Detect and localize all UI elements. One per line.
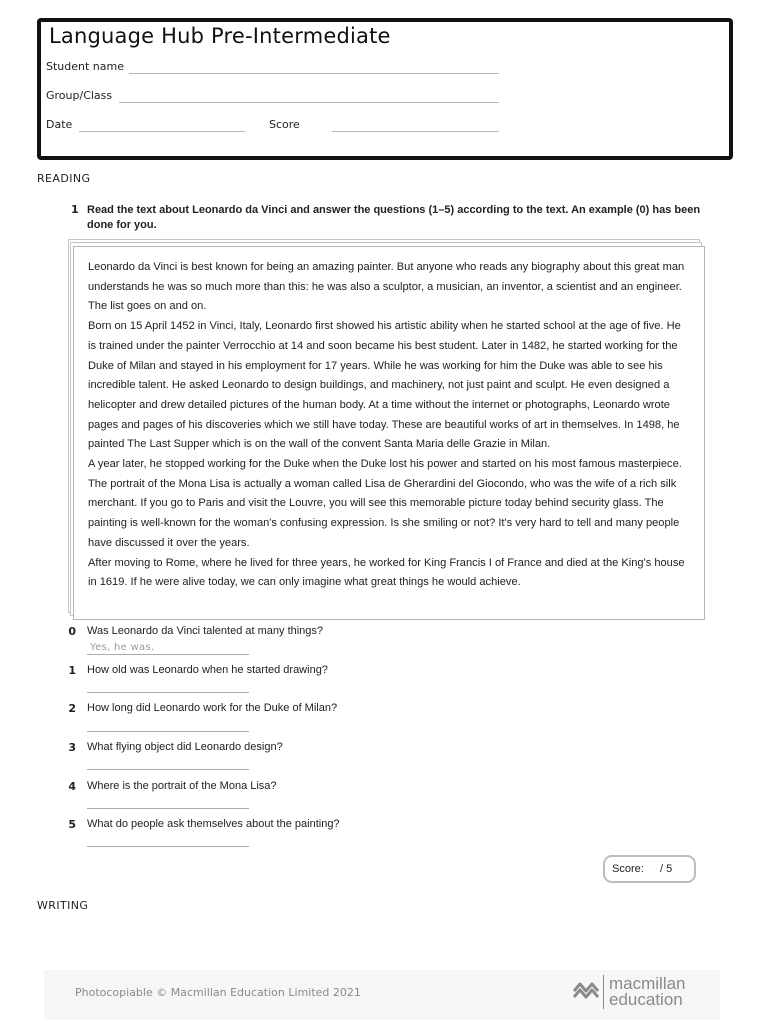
- logo-wordmark-macmillan: macmillan: [609, 974, 686, 993]
- instruction-text: Read the text about Leonardo da Vinci and answer the questions (1–5) according to the text. An example (0) has been done for you.: [87, 204, 701, 231]
- question-number: 0: [68, 625, 76, 638]
- question-number: 1: [68, 664, 76, 677]
- date-label: Date: [46, 118, 73, 131]
- score-field[interactable]: [332, 131, 499, 132]
- answer-line[interactable]: [87, 846, 249, 847]
- macmillan-logo-icon: [573, 977, 599, 999]
- logo-wordmark-education: education: [609, 990, 683, 1009]
- reading-score-label: Score:: [612, 863, 644, 875]
- answer-line[interactable]: [87, 808, 249, 809]
- question-text: How old was Leonardo when he started drawing?: [87, 664, 328, 676]
- student-name-label: Student name: [46, 60, 124, 73]
- reading-score-value: / 5: [660, 863, 673, 875]
- writing-section-title: WRITING: [37, 899, 89, 912]
- question-number: 3: [68, 741, 76, 754]
- copyright-text: Photocopiable © Macmillan Education Limited 2021: [75, 986, 361, 999]
- question-text: Was Leonardo da Vinci talented at many things?: [87, 625, 324, 637]
- question-number: 4: [68, 780, 76, 793]
- answer-line[interactable]: [87, 692, 249, 693]
- passage-paragraph: After moving to Rome, where he lived for three years, he worked for King Francis I of France and died at the King's house in 1619. If he were alive today, we can only imagine what great things he would achieve.: [88, 556, 685, 589]
- reading-section-title: READING: [37, 172, 91, 185]
- passage-paragraph: Born on 15 April 1452 in Vinci, Italy, Leonardo first showed his artistic ability when he started school at the age of five. He is trained under the painter Verrocchio at 14 and soon became his best student. Later in 1482, he started working for the Duke of Milan and stayed in his employment for 17 years. While he was working for him the Duke was able to see his incredible talent. He asked Leonardo to design buildings, and machinery, not just paint and sculpt. He even designed a helicopter and drew detailed pictures of the human body. At a time without the internet or photographs, Leonardo wrote pages and pages of his discoveries which we still have today. These are beautiful works of art in themselves. In 1498, he painted The Last Supper which is on the wall of the convent Santa Maria delle Grazie in Milan.: [88, 320, 681, 451]
- answer-line[interactable]: [87, 654, 249, 655]
- passage-paragraph: A year later, he stopped working for the Duke when the Duke lost his power and started on his most famous masterpiece. The portrait of the Mona Lisa is actually a woman called Lisa de Gherardini del Giocondo, who was the wife of a rich silk merchant. If you go to Paris and visit the Louvre, you will see this memorable picture today behind security glass. The painting is well-known for the woman's confusing expression. Is she smiling or not? It's very hard to tell and many people have discussed it over the years.: [88, 458, 682, 549]
- example-answer: Yes, he was.: [90, 642, 155, 653]
- student-name-field[interactable]: [129, 73, 499, 74]
- answer-line[interactable]: [87, 769, 249, 770]
- question-text: What flying object did Leonardo design?: [87, 741, 283, 753]
- question-text: Where is the portrait of the Mona Lisa?: [87, 780, 277, 792]
- question-number: 2: [68, 702, 76, 715]
- group-class-label: Group/Class: [46, 89, 113, 102]
- worksheet-title: Language Hub Pre-Intermediate: [49, 24, 391, 48]
- header-box: [37, 18, 733, 160]
- score-label: Score: [269, 118, 300, 131]
- passage-paragraph: Leonardo da Vinci is best known for being an amazing painter. But anyone who reads any biography about this great man understands he was so much more than this: he was also a sculptor, a musician, an inventor, a scientist and an engineer. The list goes on and on.: [88, 261, 685, 313]
- reading-score-box: [603, 855, 696, 883]
- question-number: 5: [68, 818, 76, 831]
- question-text: What do people ask themselves about the painting?: [87, 818, 340, 830]
- instruction-number: 1: [71, 203, 79, 216]
- date-field[interactable]: [79, 131, 245, 132]
- logo-divider: [603, 975, 604, 1009]
- reading-passage: [73, 246, 705, 620]
- group-class-field[interactable]: [119, 102, 499, 103]
- question-text: How long did Leonardo work for the Duke of Milan?: [87, 702, 338, 714]
- answer-line[interactable]: [87, 731, 249, 732]
